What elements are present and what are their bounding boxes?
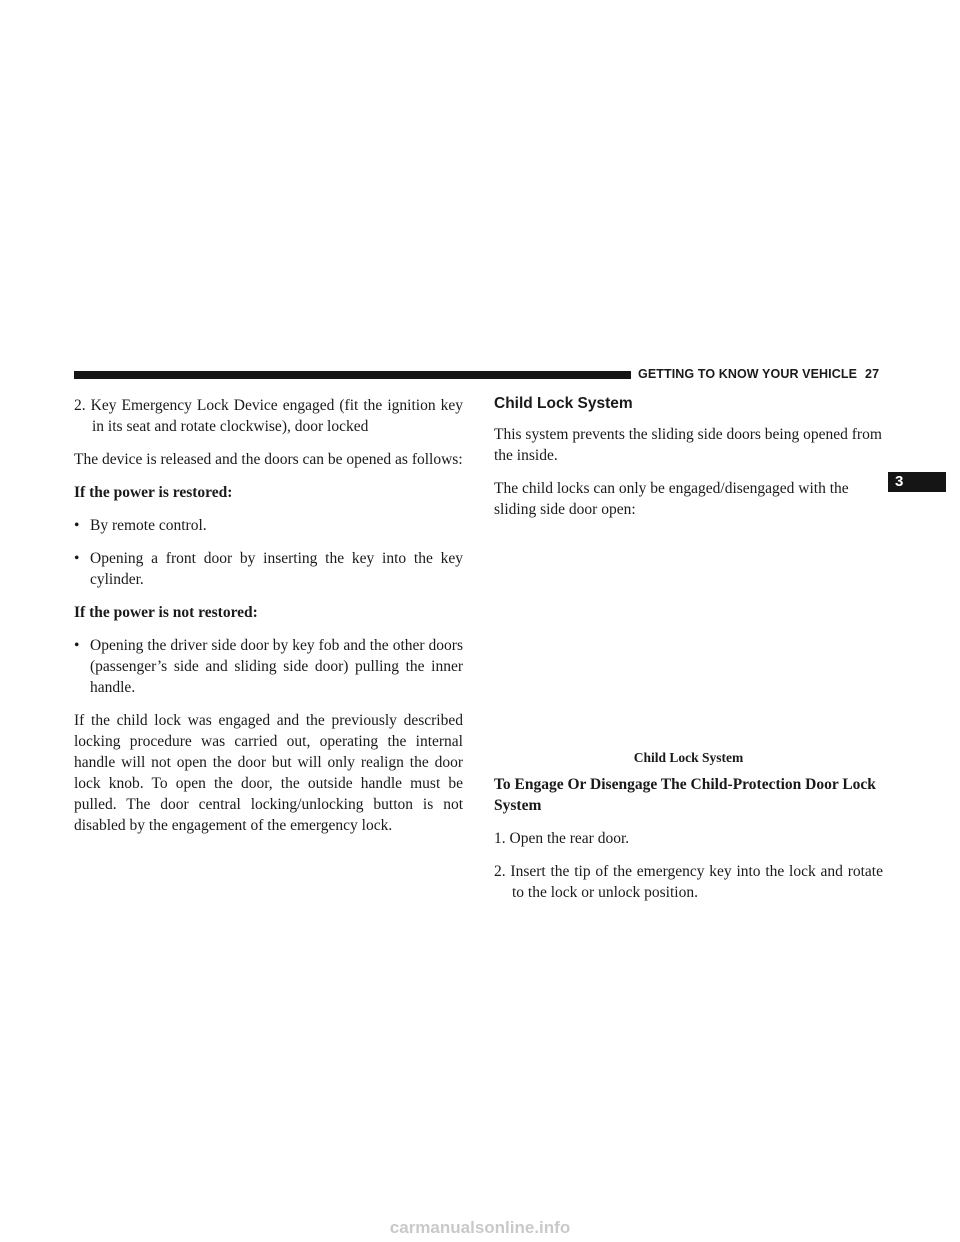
- procedure-subheading: To Engage Or Disengage The Child-Protection Door Lock System: [494, 776, 876, 814]
- list-item: [74, 515, 463, 536]
- figure-placeholder: [494, 532, 883, 748]
- power-not-restored-heading: If the power is not restored:: [74, 604, 258, 621]
- section-title: Child Lock System: [494, 395, 633, 412]
- list-item: [74, 635, 463, 698]
- bullet-text: By remote control.: [90, 517, 207, 534]
- header-bar: [74, 371, 631, 379]
- procedure-step-2: 2. Insert the tip of the emergency key into the lock and rotate to the lock or unlock position.: [494, 863, 883, 901]
- bullet-text: Opening a front door by inserting the key into the key cylinder.: [90, 550, 463, 588]
- bullet-icon: •: [74, 550, 80, 567]
- chapter-tab: 3: [888, 472, 946, 492]
- figure-caption: Child Lock System: [633, 750, 744, 765]
- header-title: GETTING TO KNOW YOUR VEHICLE: [638, 367, 858, 381]
- bullet-text: Opening the driver side door by key fob and the other doors (passenger’s side and sliding side door) pulling the inner handle.: [90, 637, 463, 696]
- right-column: [494, 394, 883, 915]
- power-restored-heading: If the power is restored:: [74, 484, 233, 501]
- procedure-step-1: 1. Open the rear door.: [494, 830, 630, 847]
- bullet-icon: •: [74, 637, 80, 654]
- list-item: [74, 548, 463, 590]
- child-lock-note-paragraph: If the child lock was engaged and the previously described locking procedure was carried out, operating the internal handle will not open the door but will only realign the door lock knob. To open the door, the outside handle must be pulled. The door central locking/unlocking button is not disabled by the engagement of the emergency lock.: [74, 712, 463, 834]
- page-number: 27: [865, 367, 880, 381]
- watermark: carmanualsonline.info: [389, 1218, 571, 1237]
- release-paragraph: The device is released and the doors can be opened as follows:: [74, 451, 463, 468]
- system-description: This system prevents the sliding side doors being opened from the inside.: [494, 426, 882, 464]
- running-header: [638, 367, 879, 381]
- step-2-emergency-lock: 2. Key Emergency Lock Device engaged (fit the ignition key in its seat and rotate clockwise), door locked: [74, 397, 463, 435]
- bullet-icon: •: [74, 517, 80, 534]
- engage-condition: The child locks can only be engaged/disengaged with the sliding side door open:: [494, 480, 849, 518]
- left-column: [74, 395, 463, 848]
